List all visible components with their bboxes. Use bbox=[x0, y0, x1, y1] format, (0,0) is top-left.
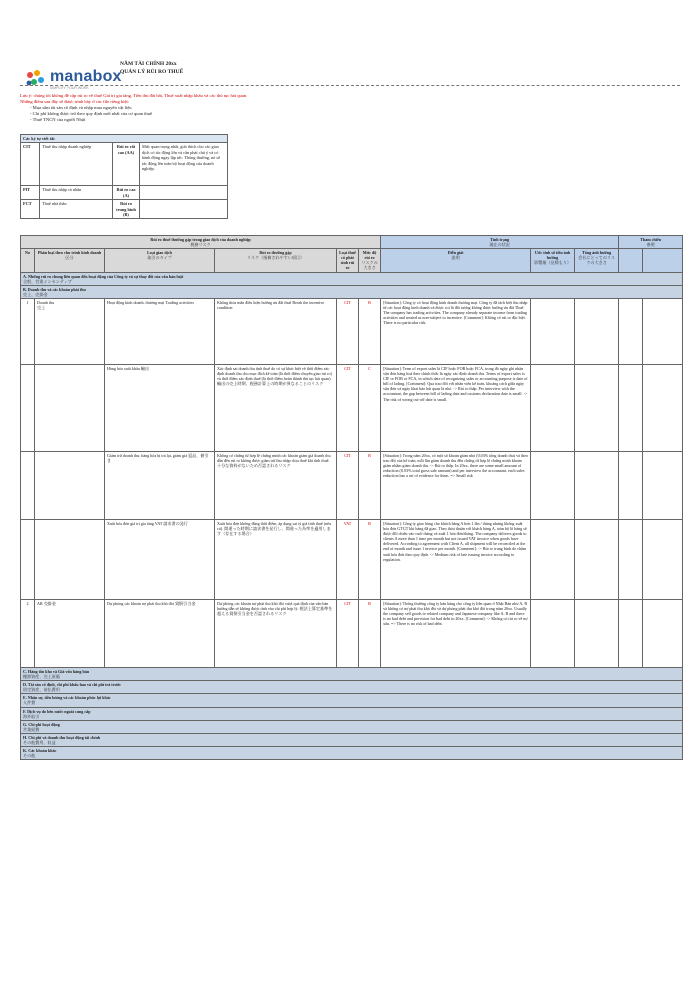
section-row: H. Chi phí và doanh thu hoạt động tài chính その他費用、収益 bbox=[21, 733, 683, 746]
company-logo bbox=[24, 64, 134, 94]
abbr-level: Rủi ro rất cao (AA) bbox=[113, 143, 140, 186]
section-row: B. Doanh thu và các khoản phải thu 売上、売掛金 bbox=[21, 285, 683, 298]
col-tax: Loại thuế có phát sinh rủi ro bbox=[337, 249, 359, 272]
table-row: 2 AR 売掛金 Dự phòng các khoản nợ phải thu khó đòi 貸倒引当金 Dự phòng các khoản nợ phải thu khó đòi vượt quá định của văn bản hướng dẫn sẽ không được tính vào chi phí hợp lý. 税法上算定基準を超える貸倒引当金を否認されるリスク CIT B [Situation]: Thông thường công ty bán hàng cho công ty liên quan ở Nhật Bản như A, B và không có nợ phải thu khó đòi và dự phòng phải thu khó đòi trong năm 20xx. Usually the company sell goods to related company and Japanese company like A, B and there is no bad debt and provision for bad debt in 20xx. [Comment]: -> Không có rủi ro về nợ xấu. => There is no risk of bad debt. bbox=[21, 599, 683, 667]
intro-line-2: Những điểm sau đây sẽ được trình bày ở các file riêng biệt: bbox=[20, 99, 130, 104]
section-row: E. Nhân sự, tiền lương và các khoản phúc lợi khác 人件費 bbox=[21, 694, 683, 707]
col-level: Mức độ rủi ro リスクの大きさ bbox=[359, 249, 381, 272]
abbreviation-row bbox=[21, 200, 228, 219]
logo-mark-icon bbox=[24, 68, 46, 90]
abbr-desc bbox=[140, 200, 228, 219]
logo-text: manabox bbox=[50, 68, 122, 85]
col-explain: Diễn giải 説明 bbox=[381, 249, 531, 272]
col-type: Loại giao dịch 取引のタイプ bbox=[105, 249, 215, 272]
section-row: G. Chi phí hoạt động 営業経費 bbox=[21, 720, 683, 733]
intro-line-1: Lưu ý: chúng tôi không đề cập rủi ro về thuế Giá trị gia tăng, Tiền thu đất bất, Thuế xuất nhập khẩu và các thủ tục hải quan. bbox=[20, 93, 248, 98]
table-row: Hàng hóa xuất khẩu 輸出 Xác định sai doanh thu tính thuế do có sự khác biệt về thời điểm xác định doanh thu cho mục đích kế toán (là thời điểm chuyển giao rủi ro) và thời điểm xác định thuế (là thời điểm hoàn thành thủ tục hải quan). 輸出の売上時期、税務計算上の時期が異なることのリスク CIT C [Situation]: Term of export sales là CIF hoặc FOB hoặc FCA, trong đó ngày ghi nhận vận đơn hàng hoá theo chính thức là ngày xác định doanh thu. Terms of export sales is CIF or FOB or FCA, in which date of recognizing sales or accounting purpose is date of bill of lading. [Comment]: Qua trao đổi với nhân viên kế toán, khoảng cách giữa ngày vận đơn và ngày khai báo hải quan là nhỏ. -> Rủi ro thấp. Per interview with the accountant, the gap between bill of lading date and customs declaration date is small. -> The risk of wrong cut-off date is small. bbox=[21, 364, 683, 451]
table-row: Xuất hóa đơn giá trị gia tăng VAT 請求書の発行 Xuất hóa đơn không đúng thời điểm, áp dụng sai tỷ giá tính thuế (nếu có). 間違った時期に請求書を発行し、間違った為率を適用します（存在する場合） VAT B [Situation]: Công ty giao hàng cho khách hàng A hơn 1 lần / tháng nhưng không xuất hóa đơn GTGT khi hàng đã giao. Theo thỏa thuận với khách hàng A, toàn bộ lô hàng sẽ được đối chiếu vào cuối tháng và xuất 1 hóa đơn/tháng. The company delivers goods to clients A more than 1 time per month but not issued VAT invoice when goods have delivered. According to agreement with Client A, all shipment will be reconciled at the end of month and issue 1 invoice per month. [Comment]: -> Rủi ro trung bình do chậm xuất hóa đơn theo quy định. -> Medium risk of late issuing invoice according to regulation. bbox=[21, 519, 683, 599]
col-no: No bbox=[21, 249, 35, 272]
section-row: K. Các khoản khác その他 bbox=[21, 747, 683, 760]
group-header-risk: Rủi ro thuế thường gặp trong giao dịch của doanh nghiệp 税務リスク bbox=[21, 236, 381, 249]
abbr-name: Thuế thu nhập doanh nghiệp bbox=[40, 143, 113, 186]
logo-tagline: SIMPLIFY YOUR WORK bbox=[50, 86, 89, 90]
abbreviation-header: Các ký tự viết tắt bbox=[21, 135, 228, 143]
intro-notes bbox=[20, 93, 420, 123]
col-risk: Rủi ro thường gặp リスク（指摘されやすい項目） bbox=[215, 249, 337, 272]
col-total: Tổng ảnh hưởng 会社にとってのリスクの大きさ bbox=[575, 249, 619, 272]
abbr-name: Thuế thu nhập cá nhân bbox=[40, 186, 113, 200]
table-row: 1 Doanh thu 売上 Hoạt động kinh doanh, thương mại Trading activities Không thỏa mãn điều kiện hưởng ưu đãi thuế Break the incentive condition CIT B [Situation]: Công ty có hoạt động kinh doanh thương mại. Công ty đã tách biệt thu nhập từ các hoạt động kinh doanh và được coi là đối tượng không được hưởng ưu đãi Thuế. The company has trading activities. The company already separate income from trading activities and treated as non-subject to incentive. [Comment]: Không có rủi ro đặc biệt. There is no particular risk. bbox=[21, 298, 683, 364]
abbreviation-table bbox=[20, 134, 228, 219]
header-divider bbox=[20, 85, 680, 86]
abbreviation-row bbox=[21, 186, 228, 200]
intro-item: - Thuế TNCN của người Nhật bbox=[30, 117, 86, 122]
col-ref-1 bbox=[619, 249, 643, 272]
document-title: QUẢN LÝ RỦI RO THUẾ bbox=[120, 69, 184, 75]
group-header-reference: Tham chiếu 参照 bbox=[619, 236, 683, 249]
table-row: Giảm trừ doanh thu: hàng hóa bị trả lại, giảm giá 返品、値引き Không có chứng từ hợp lệ chứng minh các khoản giảm giá doanh thu dẫn đến rủi ro không được giảm trừ thu nhập chịu thuế khi tính thuế. 十分な資料がないため否認されるリスク CIT B [Situation]: Trong năm 20xx, có một số khoản giảm nhỏ (0,03% tổng doanh thu) và theo trao đổi của kế toán, mỗi lần giảm doanh thu đều chứng từ hợp lệ chứng minh khoản giảm nhằm giảm doanh thu. -> Rủi ro thấp. In 20xx, there are some small amount of reduction (0.03% total gross sale amount) and per interview the accountant, each sales reduction has a set of evidence for them. => Small risk bbox=[21, 451, 683, 519]
col-category: Phân loại theo chu trình kinh doanh 区分 bbox=[35, 249, 105, 272]
tax-risk-table bbox=[20, 235, 683, 760]
abbr-desc: Mức quan trọng nhất, giải thích cho các giao dịch có tác động lớn và cần phải chú ý và có hành động ngay lập tức. Thông thường, nó sẽ tác động lên toàn bộ hoạt động của doanh nghiệp. bbox=[140, 143, 228, 186]
abbreviation-row bbox=[21, 143, 228, 186]
abbr-code: PIT bbox=[21, 186, 40, 200]
abbr-desc bbox=[140, 186, 228, 200]
fiscal-year: NĂM TÀI CHÍNH 20xx bbox=[120, 61, 177, 67]
abbr-code: FCT bbox=[21, 200, 40, 219]
section-row: D. Tài sản cố định, chi phí khấu hao và chi phí trả trước 固定資産、前払費用 bbox=[21, 681, 683, 694]
col-ref-2 bbox=[643, 249, 683, 272]
section-row: F. Dịch vụ do bên nước ngoài cung cấp 海外取引 bbox=[21, 707, 683, 720]
intro-item: - Mua sắm tài sản cố định và nhập mua nguyên vật liệu bbox=[30, 105, 132, 110]
abbr-level: Rủi ro cao (A) bbox=[113, 186, 140, 200]
abbr-name: Thuế nhà thầu bbox=[40, 200, 113, 219]
col-impact: Ước tính số tiền ảnh hưởng 影響額（見積もり） bbox=[531, 249, 575, 272]
document-header bbox=[120, 60, 183, 76]
group-header-status: Tình trạng 現在の状況 bbox=[381, 236, 619, 249]
abbr-level: Rủi ro trung bình (B) bbox=[113, 200, 140, 219]
intro-item: - Chi phí không được trừ theo quy định mới nhất của cơ quan thuế bbox=[30, 111, 152, 116]
section-row: A. Những rủi ro chung liên quan đến hoạt động của Công ty và sự thay đổi của văn bản luật 全般、営業インセンティブ bbox=[21, 272, 683, 285]
abbr-code: CIT bbox=[21, 143, 40, 186]
section-row: C. Hàng tồn kho và Giá vốn hàng bán 棚卸資産、売上原価 bbox=[21, 667, 683, 680]
